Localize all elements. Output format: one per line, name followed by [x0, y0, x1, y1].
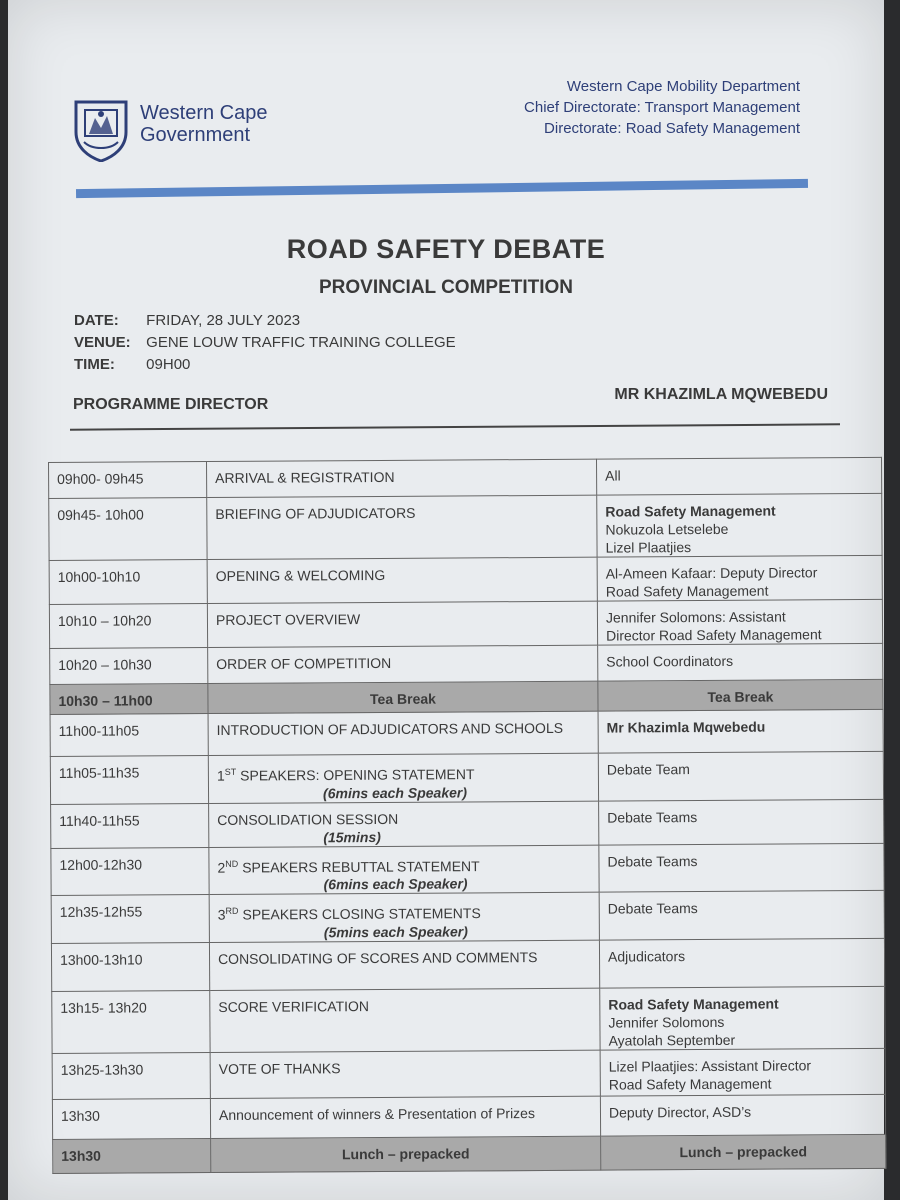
activity-cell	[209, 801, 599, 847]
responsible-line: School Coordinators	[606, 652, 734, 670]
time-cell: 10h20 – 10h30	[50, 648, 208, 685]
date-label: DATE:	[74, 312, 119, 329]
responsible-line: Al-Ameen Kafaar: Deputy Director	[605, 564, 818, 582]
responsible-cell	[599, 891, 884, 941]
duration-note: (5mins each Speaker)	[323, 923, 468, 941]
responsible-cell	[599, 939, 884, 989]
table-row	[52, 1095, 885, 1140]
table-row	[51, 799, 884, 848]
document-subtitle: PROVINCIAL COMPETITION	[318, 277, 574, 298]
table-row	[49, 555, 882, 604]
time-cell: 10h10 – 10h20	[49, 604, 207, 649]
event-details	[74, 310, 456, 376]
responsible-cell	[599, 843, 884, 892]
time-cell: 13h15- 13h20	[52, 991, 210, 1054]
lunch-row	[53, 1135, 886, 1174]
government-name-line1: Western Cape	[140, 102, 268, 124]
table-row	[50, 709, 883, 756]
activity-cell: PROJECT OVERVIEW	[207, 601, 597, 647]
responsible-heading: Road Safety Management	[608, 995, 779, 1013]
time-cell: 12h00-12h30	[51, 847, 209, 896]
ordinal-number: 3	[217, 906, 226, 923]
responsible-line: Jennifer Solomons	[608, 1014, 725, 1031]
activity-cell: INTRODUCTION OF ADJUDICATORS AND SCHOOLS	[208, 711, 598, 755]
ordinal-suffix: RD	[225, 906, 239, 917]
venue-value: GENE LOUW TRAFFIC TRAINING COLLEGE	[146, 334, 456, 351]
activity-cell: ARRIVAL & REGISTRATION	[207, 459, 597, 497]
table-row	[50, 751, 883, 804]
time-cell: 09h00- 09h45	[49, 462, 207, 499]
ordinal-suffix: ND	[225, 858, 239, 869]
responsible-line: Ayatolah September	[608, 1032, 736, 1049]
responsible-line: Debate Teams	[607, 900, 698, 917]
responsible-line: Lizel Plaatjies	[605, 539, 692, 556]
duration-note: (6mins each Speaker)	[323, 875, 468, 893]
time-cell: 12h35-12h55	[51, 895, 209, 944]
responsible-line: All	[605, 467, 621, 484]
responsible-cell: Lunch – prepacked	[601, 1135, 886, 1171]
programme-table	[48, 457, 886, 1174]
programme-director-label: PROGRAMME DIRECTOR	[73, 396, 269, 413]
responsible-cell	[597, 493, 882, 557]
department-block	[524, 76, 800, 139]
time-cell: 11h00-11h05	[50, 714, 208, 757]
activity-cell: CONSOLIDATING OF SCORES AND COMMENTS	[209, 940, 599, 990]
document-title: ROAD SAFETY DEBATE	[286, 234, 606, 264]
government-name	[140, 102, 267, 146]
responsible-line: Adjudicators	[607, 948, 686, 965]
activity-cell: Announcement of winners & Presentation of Prizes	[210, 1096, 600, 1138]
responsible-cell	[597, 599, 882, 645]
responsible-line: Debate Team	[606, 761, 690, 778]
directorate-line: Directorate: Road Safety Management	[544, 120, 800, 137]
table-row	[49, 493, 882, 560]
duration-note: (15mins)	[323, 828, 381, 845]
table-row	[52, 987, 885, 1054]
responsible-line: Debate Teams	[607, 852, 698, 870]
responsible-line: Road Safety Management	[608, 1075, 772, 1093]
activity-cell	[209, 892, 599, 942]
responsible-cell	[598, 751, 883, 800]
time-cell: 13h30	[53, 1139, 211, 1174]
table-row	[51, 843, 884, 896]
ordinal-number: 1	[216, 767, 225, 784]
activity-cell: SCORE VERIFICATION	[210, 988, 600, 1052]
time-cell: 13h25-13h30	[52, 1053, 210, 1100]
responsible-cell: Tea Break	[598, 679, 883, 711]
responsible-cell	[600, 1049, 885, 1097]
responsible-cell	[598, 709, 883, 753]
table-row	[49, 457, 882, 498]
responsible-line: Debate Teams	[607, 808, 698, 826]
responsible-line: Deputy Director, ASD’s	[608, 1104, 752, 1121]
activity-cell: BRIEFING OF ADJUDICATORS	[207, 495, 597, 559]
time-cell: 11h05-11h35	[50, 756, 208, 805]
activity-cell: ORDER OF COMPETITION	[208, 645, 598, 683]
responsible-line: Lizel Plaatjies: Assistant Director	[608, 1057, 812, 1075]
ordinal-suffix: ST	[224, 766, 237, 777]
activity-cell	[209, 845, 599, 895]
activity-cell: Lunch – prepacked	[211, 1136, 601, 1172]
activity-cell: OPENING & WELCOMING	[207, 557, 597, 603]
section-divider	[70, 423, 840, 430]
date-value: FRIDAY, 28 JULY 2023	[146, 312, 301, 329]
activity-text: SPEAKERS: OPENING STATEMENT	[236, 766, 475, 784]
responsible-cell	[600, 1095, 885, 1137]
header-divider	[76, 179, 808, 198]
department-line: Western Cape Mobility Department	[566, 78, 800, 95]
time-cell: 13h30	[52, 1099, 210, 1140]
document-page	[8, 0, 884, 1200]
responsible-heading: Mr Khazimla Mqwebedu	[606, 718, 766, 736]
activity-cell	[208, 753, 598, 803]
responsible-cell	[596, 457, 881, 495]
responsible-line: Road Safety Management	[605, 582, 769, 600]
venue-row	[74, 332, 456, 354]
venue-label: VENUE:	[74, 334, 131, 351]
activity-text: SPEAKERS CLOSING STATEMENTS	[238, 905, 481, 923]
time-cell: 11h40-11h55	[51, 803, 209, 848]
government-name-line2: Government	[140, 124, 251, 146]
table-row	[50, 643, 883, 684]
duration-note: (6mins each Speaker)	[322, 784, 468, 801]
time-cell: 10h00-10h10	[49, 560, 207, 605]
responsible-cell	[599, 799, 884, 845]
responsible-cell	[598, 643, 883, 681]
time-cell: 13h00-13h10	[51, 943, 209, 992]
coat-of-arms-logo	[70, 98, 132, 162]
time-cell: 10h30 – 11h00	[50, 684, 208, 715]
chief-directorate-line: Chief Directorate: Transport Management	[524, 99, 800, 116]
table-row	[51, 939, 884, 992]
table-row	[49, 599, 882, 648]
responsible-cell	[600, 987, 885, 1051]
programme-director-name: MR KHAZIMLA MQWEBEDU	[614, 386, 828, 403]
responsible-line: Nokuzola Letselebe	[605, 520, 729, 538]
responsible-line: Jennifer Solomons: Assistant	[605, 608, 786, 626]
table-row	[52, 1049, 885, 1100]
activity-text: CONSOLIDATION SESSION	[217, 810, 399, 828]
responsible-cell	[597, 555, 882, 601]
date-row	[74, 310, 456, 332]
responsible-heading: Road Safety Management	[605, 502, 776, 520]
time-row	[74, 354, 456, 376]
time-label: TIME:	[74, 356, 115, 373]
time-value: 09H00	[146, 356, 191, 373]
time-cell: 09h45- 10h00	[49, 498, 207, 561]
table-row	[51, 891, 884, 944]
ordinal-number: 2	[217, 859, 226, 876]
activity-text: SPEAKERS REBUTTAL STATEMENT	[238, 857, 480, 876]
activity-cell: VOTE OF THANKS	[210, 1050, 600, 1098]
responsible-line: Director Road Safety Management	[606, 626, 822, 644]
activity-cell: Tea Break	[208, 681, 598, 713]
